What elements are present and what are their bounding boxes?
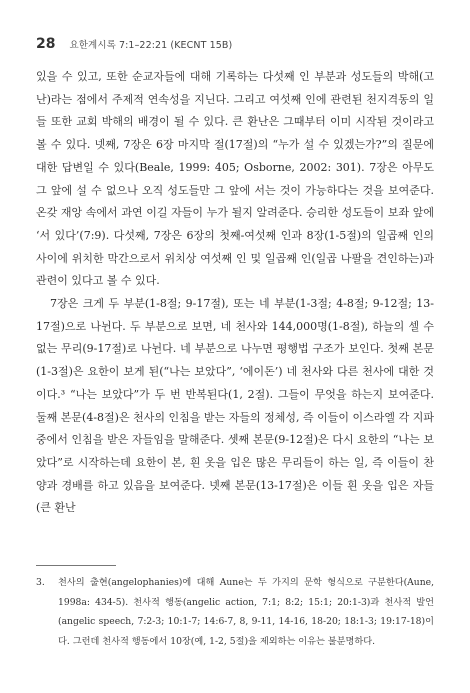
footnote — [36, 573, 434, 651]
footnote-number: 3. — [36, 577, 45, 588]
page-number: 28 — [36, 36, 56, 52]
page-header — [36, 36, 232, 52]
footnote-divider — [36, 565, 116, 566]
paragraph-2: 7장은 크게 두 부분(1-8절; 9-17절), 또는 네 부분(1-3절; 4-8절; 9-12절; 13-17절)으로 나뉜다. 두 부분으로 보면, 네 천사와 144,000명(1-8절), 하늘의 셀 수 없는 무리(9-17절)로 나뉜다. 네 부분으로 나누면 평행법 구조가 보인다. 첫째 본문(1-3절)은 요한이 보게 된(“나는 보았다”, ‘에이돈’) 네 천사와 다른 천사에 대한 것이다.³ “나는 보았다”가 두 번 반복된다(1, 2절). 그들이 무엇을 하는지 보여준다. 둘째 본문(4-8절)은 천사의 인침을 받는 자들의 정체성, 즉 이들이 이스라엘 각 지파 중에서 인침을 받은 자들임을 말해준다. 셋째 본문(9-12절)은 다시 요한의 “나는 보았다”로 시작하는데 요한이 본, 흰 옷을 입은 많은 무리들이 하는 일, 즉 이들이 찬양과 경배를 하고 있음을 보여준다. 넷째 본문(13-17절)은 이들 흰 옷을 입은 자들(큰 환난 — [36, 297, 434, 515]
paragraph-1: 있을 수 있고, 또한 순교자들에 대해 기록하는 다섯째 인 부분과 성도들의 박해(고난)라는 점에서 주제적 연속성을 지닌다. 그리고 여섯째 인에 관련된 천지격동의 일들 또한 교회 박해의 배경이 될 수 있다. 큰 환난은 그때부터 이미 시작된 것이라고 볼 수 있다. 넷째, 7장은 6장 마지막 절(17절)의 “누가 설 수 있겠는가?”의 질문에 대한 답변일 수 있다(Beale, 1999: 405; Osborne, 2002: 301). 7장은 아무도 그 앞에 설 수 없으나 오직 성도들만 그 앞에 서는 것이 가능하다는 것을 보여준다. 온갖 재앙 속에서 과연 이길 자들이 누가 될지 알려준다. 승리한 성도들이 보좌 앞에 ‘서 있다’(7:9). 다섯째, 7장은 6장의 첫째-여섯째 인과 8장(1-5절)의 일곱째 인의 사이에 위치한 막간으로서 위치상 여섯째 인 및 일곱째 인(일곱 나팔을 견인하는)과 관련이 있다고 볼 수 있다. — [36, 70, 434, 288]
body-text — [36, 66, 434, 520]
running-head: 요한계시록 7:1–22:21 (KECNT 15B) — [69, 40, 233, 51]
footnote-text: 천사의 출현(angelophanies)에 대해 Aune는 두 가지의 문학 형식으로 구분한다(Aune, 1998a: 434-5). 천사적 행동(angelic action, 7:1; 8:2; 15:1; 20:1-3)과 천사적 발언(angelic speech, 7:2-3; 10:1-7; 14:6-7, 8, 9-11, 14-16, 18-20; 18:1-3; 19:17-18)이다. 그런데 천사적 행동에서 10장(예, 1-2, 5절)을 제외하는 이유는 불분명하다. — [58, 577, 434, 647]
